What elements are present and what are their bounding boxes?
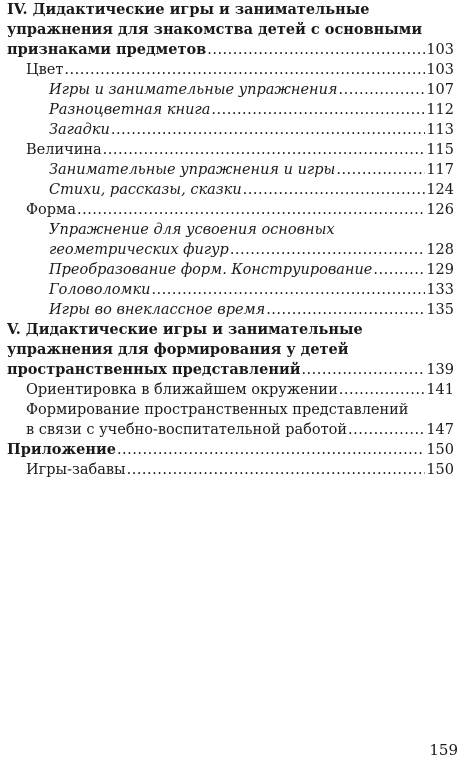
dot-leader <box>373 260 425 280</box>
toc-entry-page: 141 <box>426 382 454 398</box>
toc-entry-title: Игры и занимательные упражнения <box>49 82 338 98</box>
toc-entry-page: 103 <box>426 42 454 58</box>
toc-entry-title: Игры-забавы <box>26 462 126 478</box>
toc-entry-page: 133 <box>426 282 454 298</box>
toc-entry-title: геометрических фигур <box>49 242 229 258</box>
dot-leader <box>339 380 426 400</box>
dot-leader <box>339 80 426 100</box>
toc-entry-row <box>49 160 454 180</box>
toc-entry-title: Приложение <box>7 441 116 458</box>
toc-entry-row <box>26 60 454 80</box>
dot-leader <box>211 100 425 120</box>
toc-entry-title: Ориентировка в ближайшем окружении <box>26 382 338 398</box>
toc-entry <box>7 260 454 280</box>
toc-entry <box>7 60 454 80</box>
toc-entry-row <box>49 240 454 260</box>
toc-entry <box>7 460 454 480</box>
toc-entry <box>7 180 454 200</box>
toc-entry-title: Разноцветная книга <box>49 102 211 118</box>
toc-entry <box>7 160 454 180</box>
toc-entry-title-line: упражнения для формирования у детей <box>7 341 349 358</box>
toc-entry-page: 150 <box>426 462 454 478</box>
toc-entry-title: Загадки <box>49 122 110 138</box>
toc-entry-row <box>49 180 454 200</box>
dot-leader <box>348 420 425 440</box>
toc-entry-row <box>49 280 454 300</box>
toc-entry-row <box>49 300 454 320</box>
dot-leader <box>230 240 425 260</box>
table-of-contents <box>7 0 454 480</box>
toc-entry-title: в связи с учебно-воспитательной работой <box>26 422 348 438</box>
toc-entry <box>7 400 454 440</box>
toc-entry <box>7 320 454 380</box>
toc-entry <box>7 440 454 460</box>
toc-entry <box>7 300 454 320</box>
dot-leader <box>151 280 425 300</box>
toc-entry-title: Цвет <box>26 62 64 78</box>
toc-entry <box>7 380 454 400</box>
toc-entry-title: Игры во внеклассное время <box>49 302 266 318</box>
toc-entry-title: Головоломки <box>49 282 151 298</box>
dot-leader <box>77 200 425 220</box>
toc-entry-title-line: V. Дидактические игры и занимательные <box>7 321 363 338</box>
toc-entry-row <box>26 380 454 400</box>
toc-entry-title: Стихи, рассказы, сказки <box>49 182 242 198</box>
toc-entry-title: признаками предметов <box>7 41 207 58</box>
toc-entry-page: 103 <box>426 62 454 78</box>
toc-entry-page: 135 <box>426 302 454 318</box>
toc-entry <box>7 0 454 60</box>
dot-leader <box>117 440 425 460</box>
toc-entry-row <box>49 120 454 140</box>
toc-entry-title-line: Формирование пространственных представлений <box>26 402 409 418</box>
toc-entry-row <box>49 260 454 280</box>
toc-entry-title: Преобразование форм. Конструирование <box>49 262 373 278</box>
toc-entry-title: Занимательные упражнения и игры <box>49 162 336 178</box>
dot-leader <box>243 180 426 200</box>
toc-entry-page: 117 <box>426 162 454 178</box>
dot-leader <box>111 120 425 140</box>
toc-entry-title-line: Упражнение для усвоения основных <box>49 222 335 238</box>
toc-entry-page: 107 <box>426 82 454 98</box>
toc-entry-title-line: IV. Дидактические игры и занимательные <box>7 1 370 18</box>
toc-entry-page: 129 <box>426 262 454 278</box>
toc-entry <box>7 220 454 260</box>
toc-entry <box>7 200 454 220</box>
toc-entry <box>7 120 454 140</box>
toc-entry-page: 139 <box>426 362 454 378</box>
toc-entry-row <box>49 100 454 120</box>
dot-leader <box>301 360 425 380</box>
toc-entry-page: 126 <box>426 202 454 218</box>
dot-leader <box>127 460 426 480</box>
toc-entry <box>7 140 454 160</box>
toc-entry-row <box>26 200 454 220</box>
toc-entry-page: 112 <box>426 102 454 118</box>
dot-leader <box>336 160 425 180</box>
toc-entry-row <box>7 440 454 460</box>
toc-entry <box>7 280 454 300</box>
toc-entry-title: Величина <box>26 142 102 158</box>
toc-entry-title: Форма <box>26 202 76 218</box>
toc-entry <box>7 80 454 100</box>
page-number: 159 <box>429 741 458 759</box>
dot-leader <box>103 140 426 160</box>
toc-entry-page: 147 <box>426 422 454 438</box>
toc-entry-row <box>26 140 454 160</box>
toc-entry <box>7 100 454 120</box>
toc-entry-page: 124 <box>426 182 454 198</box>
toc-entry-title-line: упражнения для знакомства детей с основными <box>7 21 423 38</box>
toc-entry-row <box>26 460 454 480</box>
dot-leader <box>207 40 425 60</box>
toc-entry-page: 115 <box>426 142 454 158</box>
dot-leader <box>266 300 425 320</box>
toc-entry-page: 128 <box>426 242 454 258</box>
toc-entry-title: пространственных представлений <box>7 361 301 378</box>
toc-entry-row <box>7 40 454 60</box>
toc-entry-row <box>49 80 454 100</box>
toc-entry-row <box>26 420 454 440</box>
toc-entry-row <box>7 360 454 380</box>
dot-leader <box>64 60 425 80</box>
toc-entry-page: 150 <box>426 442 454 458</box>
toc-entry-page: 113 <box>426 122 454 138</box>
